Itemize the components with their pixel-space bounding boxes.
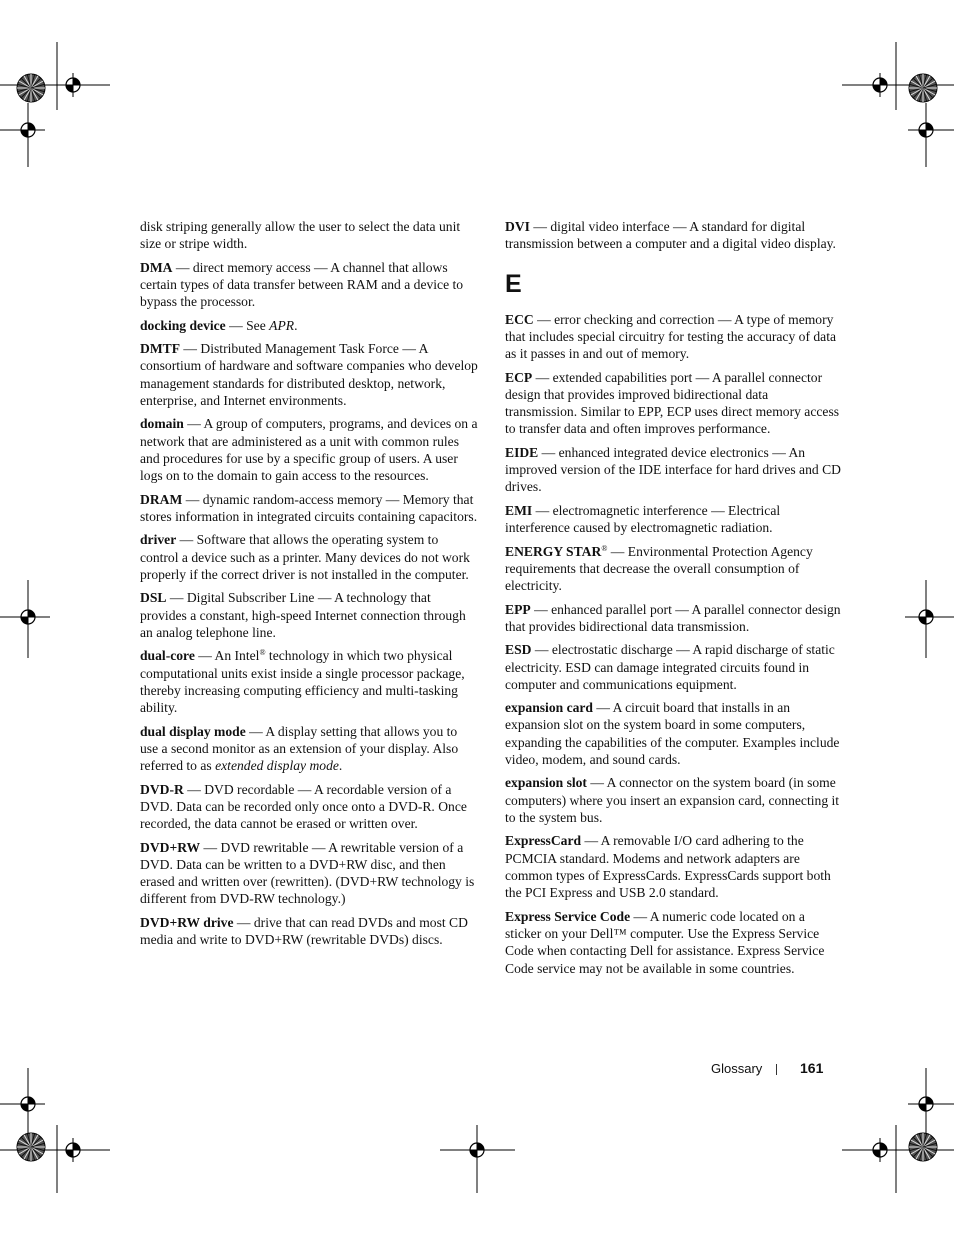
starburst-mark — [909, 1133, 937, 1161]
glossary-entry — [140, 340, 478, 409]
glossary-entry — [505, 601, 841, 636]
registered-mark: ® — [601, 543, 608, 553]
glossary-term: docking device — [140, 317, 226, 333]
glossary-entry — [505, 774, 841, 826]
glossary-definition: — Digital Subscriber Line — A technology that provides a constant, high-speed Internet connection through an analog telephone line. — [140, 590, 466, 640]
glossary-definition: — electrostatic discharge — A rapid discharge of static electricity. ESD can damage integrated circuits found in computer and communications equipment. — [505, 642, 835, 692]
glossary-definition: — A group of computers, programs, and devices on a network that are administered as a unit with common rules and procedures for use by a specific group of users. A user logs on to the domain to gain access to the resources. — [140, 416, 478, 484]
glossary-entry — [140, 531, 478, 583]
glossary-definition: — error checking and correction — A type of memory that includes special circuitry for testing the accuracy of data as it passes in and out of memory. — [505, 311, 837, 362]
glossary-entry — [140, 781, 478, 833]
glossary-definition: — direct memory access — A channel that allows certain types of data transfer between RAM and a device to bypass the processor. — [140, 259, 464, 310]
glossary-term: ECC — [505, 311, 534, 327]
starburst-mark — [17, 1133, 45, 1161]
glossary-definition: — A numeric code located on a sticker on your Dell™ computer. Use the Express Service Code when contacting Dell for assistance. Express Service Code service may not be available in some countries. — [505, 908, 825, 976]
glossary-term: ECP — [505, 369, 533, 385]
glossary-definition: — DVD recordable — A recordable version of a DVD. Data can be recorded only once onto a DVD-R. Once recorded, the data cannot be erased or written over. — [140, 781, 467, 832]
starburst-mark — [17, 74, 45, 102]
crosshair-mark — [868, 73, 892, 97]
glossary-term: EPP — [505, 601, 531, 617]
glossary-definition: — electromagnetic interference — Electrical interference caused by electromagnetic radiation. — [505, 502, 781, 536]
glossary-definition: — drive that can read DVDs and most CD media and write to DVD+RW (rewritable DVDs) discs. — [140, 914, 468, 948]
glossary-term: expansion slot — [505, 775, 587, 791]
glossary-definition: — DVD rewritable — A rewritable version of a DVD. Data can be written to a DVD+RW disc, and then erased and written over (rewritten). (DVD+RW technology is different from DVD-RW technology.) — [140, 839, 475, 907]
glossary-term: DVD+RW — [140, 839, 201, 855]
glossary-entry — [140, 589, 478, 641]
cross-reference: extended display mode — [215, 758, 339, 774]
glossary-term: EIDE — [505, 444, 539, 460]
glossary-definition-tail: . — [338, 758, 343, 774]
glossary-term: DVD+RW drive — [140, 914, 234, 930]
glossary-entry — [505, 311, 841, 363]
glossary-definition-tail: . — [294, 317, 298, 333]
footer-divider — [776, 1064, 777, 1075]
glossary-definition: — An Intel — [194, 648, 260, 664]
glossary-entry — [140, 914, 478, 949]
glossary-term: DVD-R — [140, 781, 184, 797]
glossary-term: DVI — [505, 219, 530, 234]
glossary-definition-tail: technology in which two physical computational units exist inside a single processor package, thereby increasing computing efficiency and multi-tasking ability. — [140, 648, 465, 716]
glossary-column-left — [140, 218, 478, 955]
glossary-term: DMA — [140, 259, 173, 275]
crosshair-mark — [61, 1138, 85, 1162]
crosshair-mark — [16, 1092, 40, 1116]
glossary-definition: — dynamic random-access memory — Memory that stores information in integrated circuits containing capacitors. — [140, 491, 478, 524]
glossary-entry — [505, 444, 841, 496]
starburst-mark — [909, 74, 937, 102]
glossary-entry — [140, 647, 478, 716]
glossary-term: DSL — [140, 590, 167, 606]
crosshair-mark — [914, 118, 938, 142]
glossary-entry — [505, 369, 841, 438]
page-number: 161 — [800, 1060, 824, 1076]
glossary-entry — [505, 699, 841, 768]
glossary-definition: — Distributed Management Task Force — A consortium of hardware and software companies who develop management standards for distributed desktop, network, enterprise, and Internet environments. — [140, 341, 478, 408]
glossary-term: Express Service Code — [505, 908, 631, 924]
glossary-definition: — digital video interface — A standard for digital transmission between a computer and a digital video display. — [505, 219, 836, 252]
glossary-entry — [140, 491, 478, 526]
glossary-entry — [505, 832, 841, 901]
glossary-definition: — A removable I/O card adhering to the PCMCIA standard. Modems and network adapters are common types of ExpressCards. ExpressCards support both the PCI Express and USB 2.0 standard. — [505, 833, 831, 901]
glossary-term: dual display mode — [140, 723, 246, 739]
glossary-entry — [140, 259, 478, 311]
glossary-term: ENERGY STAR — [505, 543, 602, 559]
crosshair-mark — [16, 605, 40, 629]
glossary-entry — [505, 218, 841, 253]
glossary-entry — [140, 317, 478, 334]
glossary-term: DRAM — [140, 491, 183, 507]
glossary-term: ExpressCard — [505, 833, 582, 849]
glossary-definition: — See — [225, 317, 270, 333]
glossary-definition: — Environmental Protection Agency requirements that decrease the overall consumption of electricity. — [505, 543, 813, 594]
glossary-entry — [505, 543, 841, 595]
footer-section-label: Glossary — [711, 1061, 763, 1076]
glossary-definition: — enhanced parallel port — A parallel connector design that provides bidirectional data transmission. — [505, 601, 841, 634]
glossary-column-right — [505, 218, 841, 983]
glossary-term: ESD — [505, 642, 532, 658]
glossary-definition: — A connector on the system board (in some computers) where you insert an expansion card, connecting it to the system bus. — [505, 775, 840, 826]
crosshair-mark — [16, 118, 40, 142]
glossary-entry — [140, 723, 478, 775]
glossary-term: domain — [140, 416, 184, 432]
glossary-term: EMI — [505, 502, 533, 518]
glossary-definition: — A circuit board that installs in an expansion slot on the system board in some computers, expanding the capabilities of the computer. Examples include video, modem, and sound cards. — [505, 700, 840, 768]
crosshair-mark — [914, 1092, 938, 1116]
crosshair-mark — [465, 1138, 489, 1162]
glossary-term: expansion card — [505, 700, 593, 716]
glossary-continuation: disk striping generally allow the user to select the data unit size or stripe width. — [140, 219, 461, 252]
crosshair-mark — [868, 1138, 892, 1162]
glossary-definition: — extended capabilities port — A parallel connector design that provides improved bidirectional data transmission. Similar to EPP, ECP uses direct memory access to transfer data and often improves performance. — [505, 369, 840, 437]
glossary-term: dual-core — [140, 648, 195, 664]
glossary-entry — [505, 502, 841, 537]
glossary-entry — [505, 908, 841, 977]
cross-reference: APR — [269, 317, 295, 333]
glossary-definition: — A display setting that allows you to use a second monitor as an extension of your display. Also referred to as — [140, 723, 459, 774]
glossary-entry — [505, 641, 841, 693]
glossary-definition: — Software that allows the operating system to control a device such as a printer. Many devices do not work properly if the correct driver is not installed in the computer. — [140, 532, 470, 582]
glossary-entry — [140, 839, 478, 908]
glossary-term: driver — [140, 532, 177, 548]
glossary-definition: — enhanced integrated device electronics — An improved version of the IDE interface for hard drives and CD drives. — [505, 444, 841, 495]
crosshair-mark — [914, 605, 938, 629]
registered-mark: ® — [259, 648, 266, 658]
glossary-term: DMTF — [140, 341, 181, 357]
section-heading-letter: E — [505, 269, 522, 298]
crosshair-mark — [61, 73, 85, 97]
glossary-entry — [140, 415, 478, 484]
